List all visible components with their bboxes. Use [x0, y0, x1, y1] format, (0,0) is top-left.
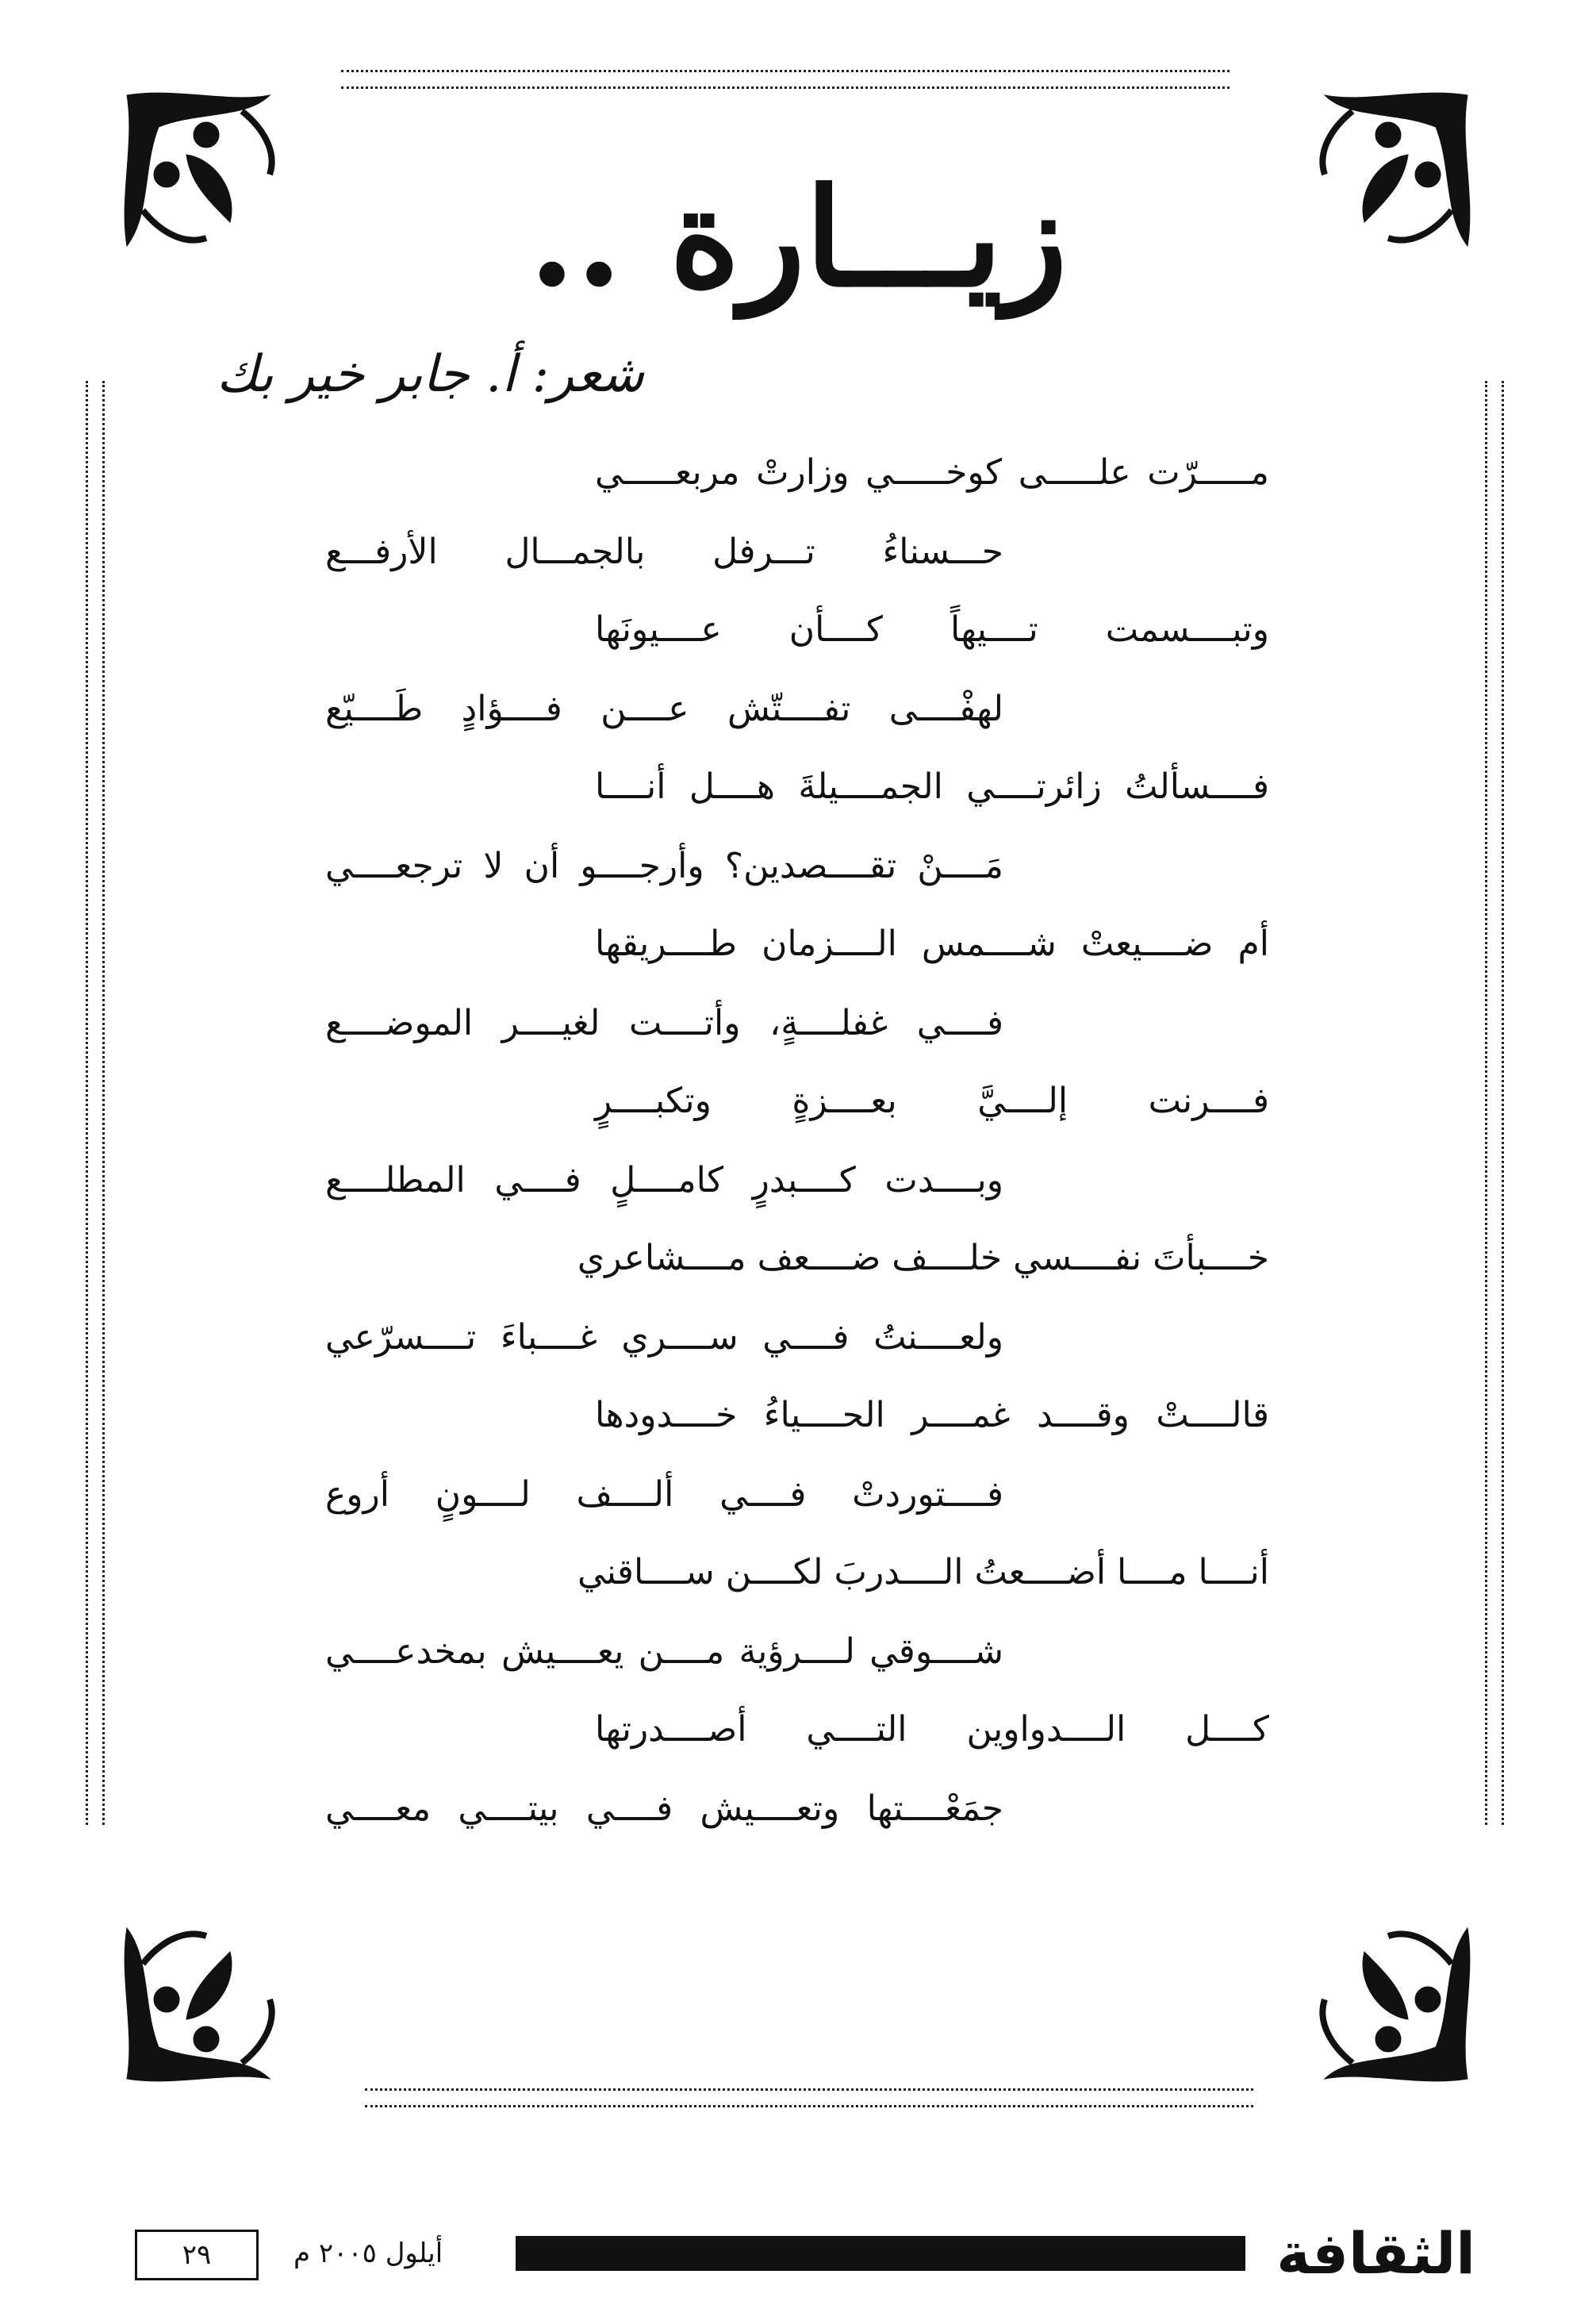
verse-line: كــــل الــــدواوين التــــي أصــــدرتها	[595, 1709, 1269, 1750]
page-footer	[135, 2222, 1475, 2285]
verse-line: أنــــا مــــا أضــــعتُ الــــدربَ لكــــن ســــاقني	[577, 1552, 1269, 1592]
footer-bar	[516, 2236, 1245, 2271]
verse-line: مَــــنْ تقــــصدين؟ وأرجــــو أن لا ترجعــــي	[325, 846, 1003, 886]
magazine-logo: الثقافة	[1276, 2220, 1475, 2287]
left-dotted-border	[86, 381, 105, 1825]
corner-ornament-bottom-right	[1301, 1912, 1483, 2095]
verse-line: مـــــرّت علـــــى كوخـــــي وزارتْ مربعـــــي	[595, 452, 1269, 493]
verse-line: فــــتوردتْ فــــي ألــــف لــــونٍ أروع	[325, 1474, 1003, 1515]
verse-line: فــــي غفلــــةٍ، وأتــــت لغيــــر الموضــــع	[325, 1003, 1003, 1043]
right-dotted-border	[1485, 381, 1504, 1825]
verse-line: جمَعْــــتها وتعــــيش فــــي بيتــــي معــــي	[325, 1788, 1003, 1829]
verse-line: قالــــتْ وقــــد غمــــر الحــــياءُ خــــدودها	[595, 1395, 1269, 1435]
verse-line: ولعــــنتُ فــــي ســــري غــــباءَ تــــسرّعي	[325, 1317, 1003, 1358]
page-number: ٢٩	[135, 2230, 259, 2280]
verse-line: وبــــدت كــــبدرٍ كامــــلٍ فــــي المطلــــع	[325, 1160, 1003, 1200]
verse-line: فــــرنت إلــــيَّ بعــــزةٍ وتكبــــرٍ	[595, 1081, 1269, 1121]
poem-title: زيـــارة ..	[528, 159, 1068, 317]
top-dotted-border	[341, 70, 1230, 89]
verse-line: حـــسناءُ تـــرفل بالجمـــال الأرفـــع	[325, 532, 1003, 572]
poem-author: شعر: أ. جابر خير بك	[217, 345, 644, 404]
verse-line: خــــبأتَ نفــــسي خلــــف ضــــعف مــــشاعري	[577, 1238, 1269, 1278]
verse-line: وتبــــسمت تــــيهاً كــــأن عــــيونَها	[595, 609, 1269, 650]
verse-line: أم ضــــيعتْ شــــمس الــــزمان طــــريقها	[595, 924, 1269, 964]
verse-line: شــــوقي لــــرؤية مــــن يعــــيش بمخدعــــي	[325, 1631, 1003, 1672]
verse-line: لهفْــــى تفــــتّش عــــن فــــؤادٍ طَــــيّع	[325, 689, 1003, 729]
bottom-dotted-border	[365, 2088, 1253, 2107]
corner-ornament-bottom-left	[111, 1912, 293, 2095]
verse-line: فــــسألتُ زائرتــــي الجمــــيلةَ هــــل أنــــا	[595, 766, 1269, 807]
issue-date: أيلول ٢٠٠٥ م	[293, 2238, 443, 2269]
